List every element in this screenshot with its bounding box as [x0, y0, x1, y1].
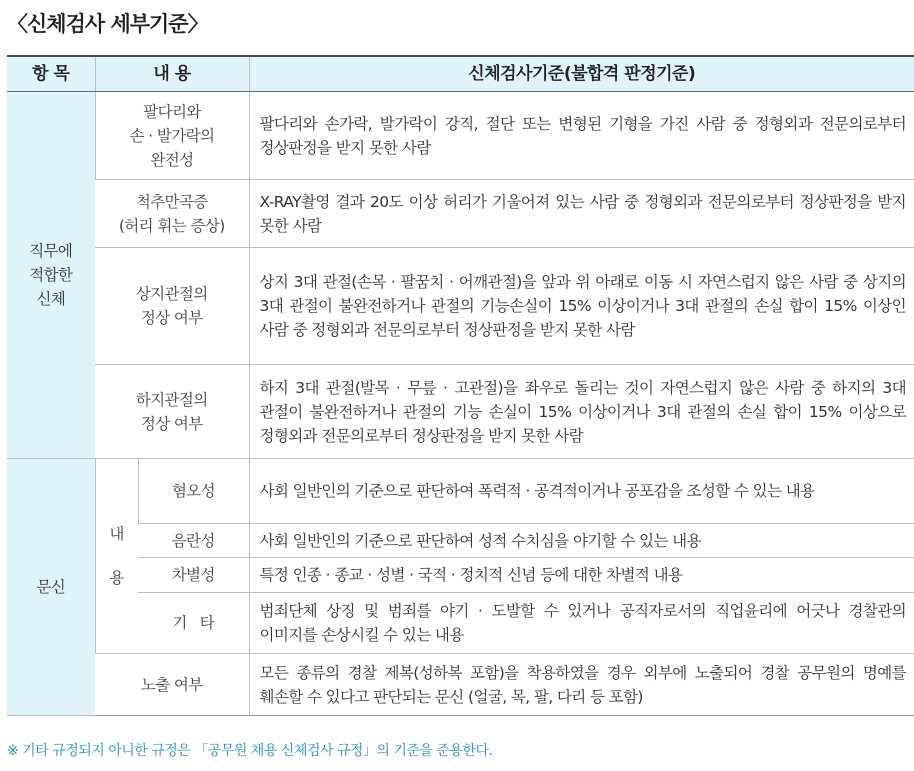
- header-content: 내 용: [95, 56, 249, 92]
- category-tattoo: 문신: [7, 459, 95, 716]
- row-label: 노출 여부: [95, 654, 249, 716]
- table-row: [7, 180, 914, 248]
- row-criteria: 팔다리와 손가락, 발가락이 강직, 절단 또는 변형된 기형을 가진 사람 중 정형외과 전문의로부터 정상판정을 받지 못한 사람: [249, 92, 914, 180]
- page-title: 〈신체검사 세부기준〉: [7, 12, 208, 36]
- row-label: 혐오성: [138, 459, 249, 524]
- table-row: [7, 459, 914, 524]
- table-header-row: [7, 56, 914, 92]
- header-criteria: 신체검사기준(불합격 판정기준): [249, 56, 914, 92]
- table-row: [7, 92, 914, 180]
- footnote: ※ 기타 규정되지 아니한 규정은 「공무원 채용 신체검사 규정」의 기준을 준용한다.: [7, 743, 493, 759]
- content-group-label: 내 용: [95, 459, 138, 654]
- row-criteria: X-RAY촬영 결과 20도 이상 허리가 기울어져 있는 사람 중 정형외과 전문의로부터 정상판정을 받지 못한 사람: [249, 180, 914, 248]
- physical-exam-criteria-table: [7, 55, 914, 716]
- row-criteria: 사회 일반인의 기준으로 판단하여 폭력적 · 공격적이거나 공포감을 조성할 수 있는 내용: [249, 459, 914, 524]
- row-criteria: 상지 3대 관절(손목 · 팔꿈치 · 어깨관절)을 앞과 위 아래로 이동 시 자연스럽지 않은 사람 중 상지의 3대 관절이 불완전하거나 관절의 기능손실이 15% 이상이거나 3대 관절의 손실 합이 15% 이상인 사람 중 정형외과 전문의로부터 정상판정을 받지 못한 사람: [249, 248, 914, 365]
- row-label: 척추만곡증 (허리 휘는 증상): [95, 180, 249, 248]
- row-label: 하지관절의 정상 여부: [95, 365, 249, 459]
- table-row: [7, 593, 914, 654]
- row-label: 음란성: [138, 524, 249, 558]
- row-criteria: 특정 인종 · 종교 · 성별 · 국적 · 정치적 신념 등에 대한 차별적 내용: [249, 558, 914, 593]
- table-row: [7, 654, 914, 716]
- row-criteria: 사회 일반인의 기준으로 판단하여 성적 수치심을 야기할 수 있는 내용: [249, 524, 914, 558]
- row-label: 팔다리와 손 · 발가락의 완전성: [95, 92, 249, 180]
- row-label: 기 타: [138, 593, 249, 654]
- category-physical: 직무에 적합한 신체: [7, 92, 95, 459]
- row-criteria: 모든 종류의 경찰 제복(성하복 포함)을 착용하였을 경우 외부에 노출되어 경찰 공무원의 명예를 훼손할 수 있다고 판단되는 문신 (얼굴, 목, 팔, 다리 등 포함): [249, 654, 914, 716]
- row-criteria: 하지 3대 관절(발목 · 무릎 · 고관절)을 좌우로 돌리는 것이 자연스럽지 않은 사람 중 하지의 3대 관절이 불완전하거나 관절의 기능 손실이 15% 이상이거나 3대 관절의 손실 합이 15% 이상으로 정형외과 전문의로부터 정상판정을 받지 못한 사람: [249, 365, 914, 459]
- row-label: 상지관절의 정상 여부: [95, 248, 249, 365]
- row-criteria: 범죄단체 상징 및 범죄를 야기 · 도발할 수 있거나 공직자로서의 직업윤리에 어긋나 경찰관의 이미지를 손상시킬 수 있는 내용: [249, 593, 914, 654]
- table-row: [7, 524, 914, 558]
- table-row: [7, 558, 914, 593]
- row-label: 차별성: [138, 558, 249, 593]
- table-row: [7, 365, 914, 459]
- table-row: [7, 248, 914, 365]
- header-item: 항 목: [7, 56, 95, 92]
